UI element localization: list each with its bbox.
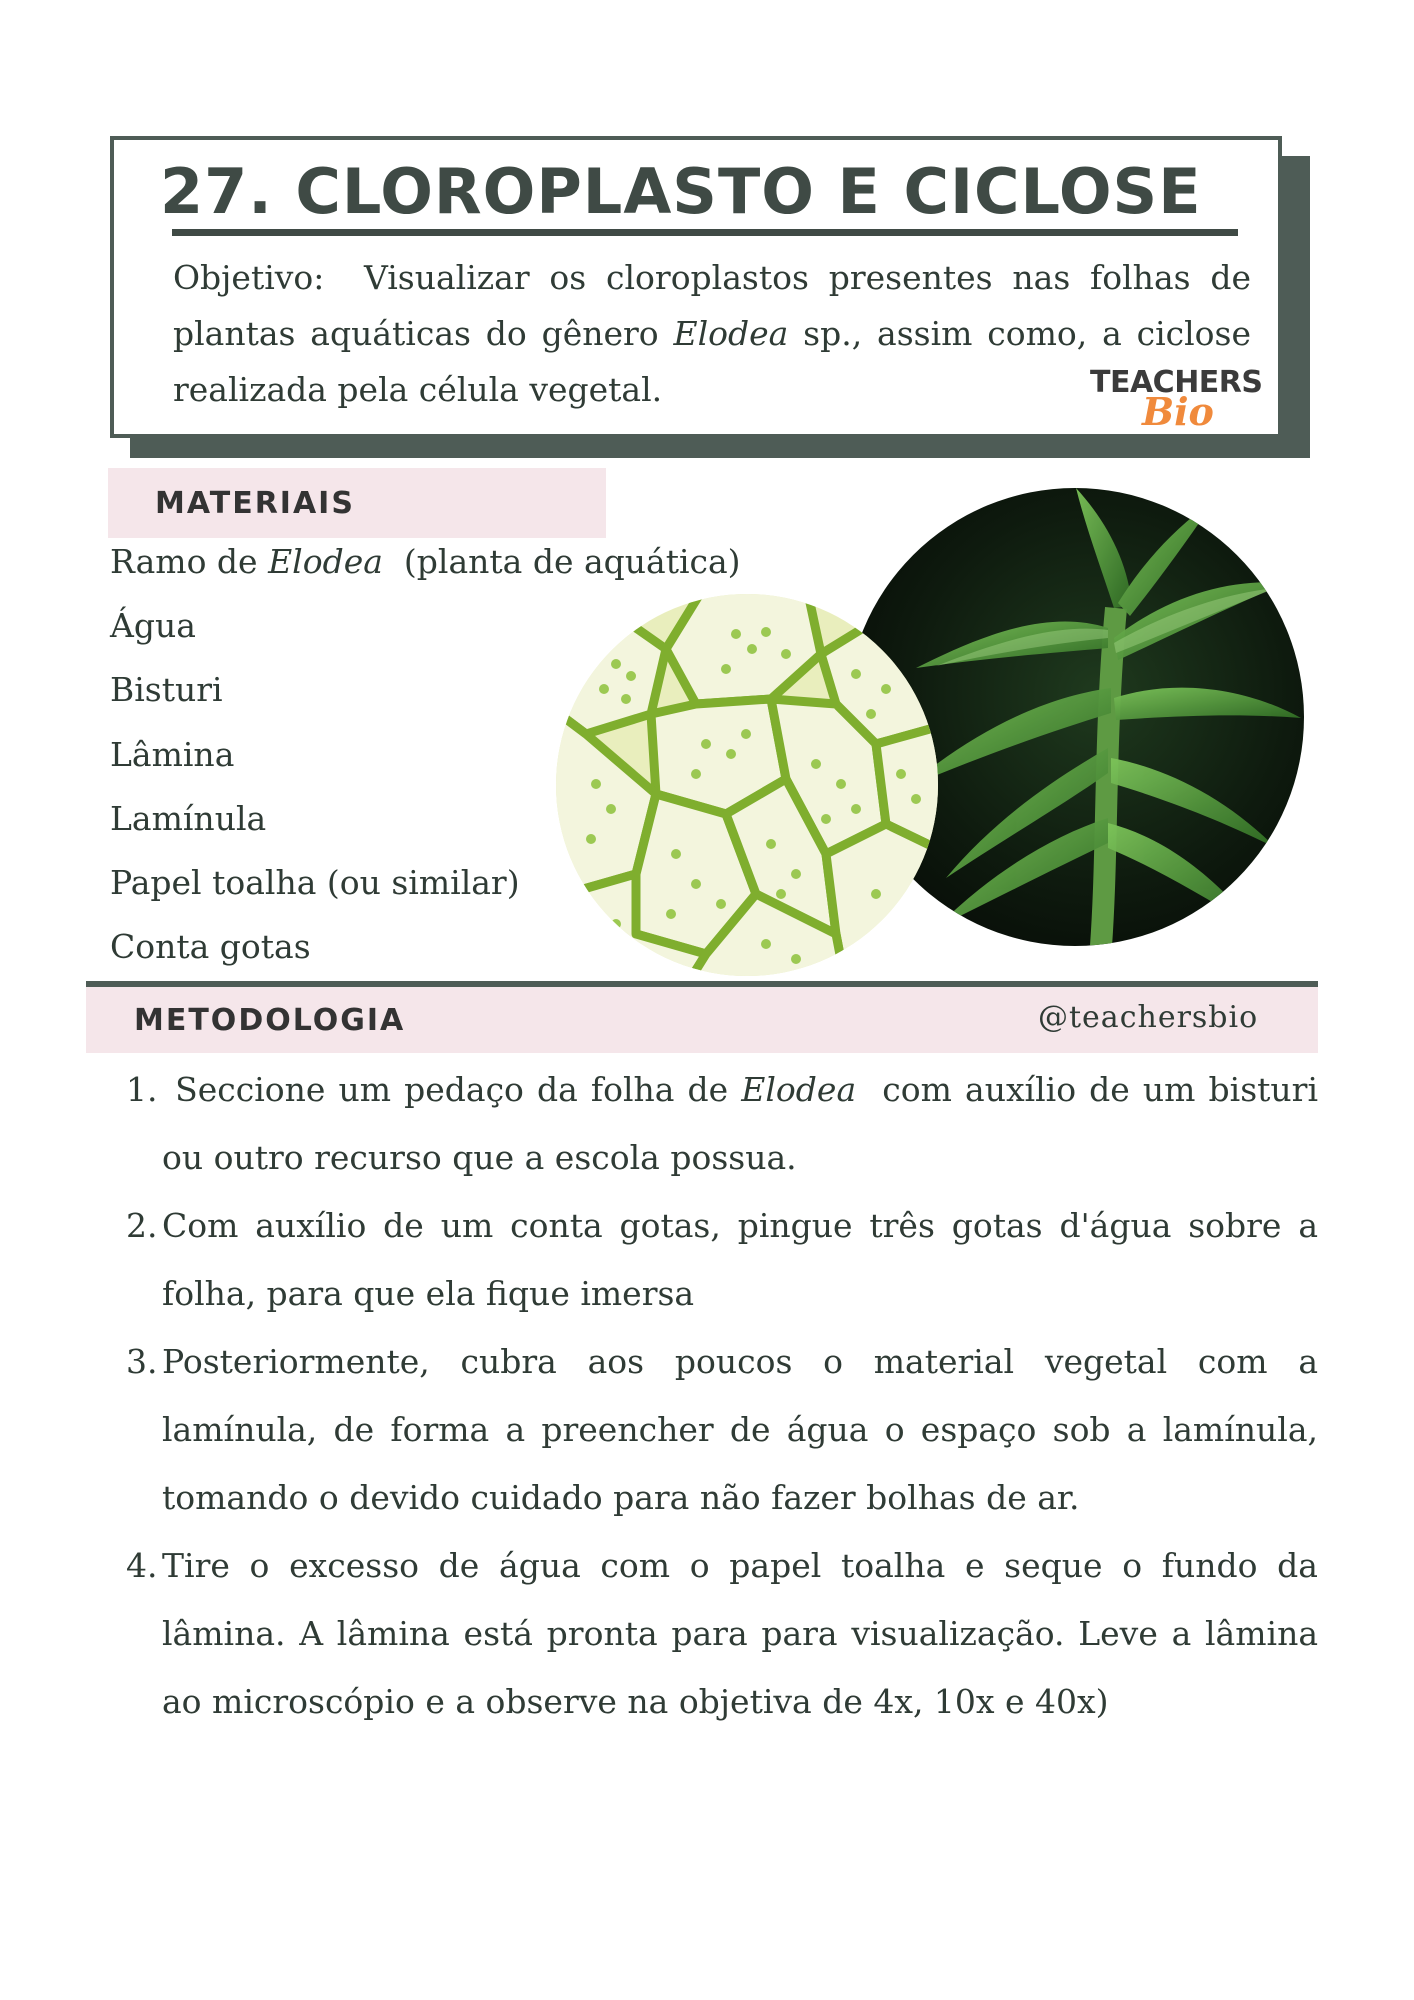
materials-item: Papel toalha (ou similar) — [110, 863, 520, 903]
material-prefix: Ramo de — [110, 542, 258, 581]
microscope-cells-image — [556, 594, 938, 976]
objective-text-end: sp., assim como, a ciclose realizada pela célula vegetal. — [173, 314, 1251, 409]
materials-item — [110, 530, 741, 594]
step-number: 3. — [126, 1342, 158, 1381]
step-text: Tire o excesso de água com o papel toalha e seque o fundo da lâmina. A lâmina está pronta para para visualização. Leve a lâmina ao microscópio e a observe na objetiva de 4x, 10x e 40x) — [162, 1546, 1318, 1721]
objective-genus: Elodea — [673, 314, 789, 353]
page-title: 27. CLOROPLASTO E CICLOSE — [160, 155, 1202, 228]
cells-illustration — [556, 594, 938, 976]
materials-heading: MATERIAIS — [155, 486, 355, 521]
objective-label: Objetivo: — [173, 258, 325, 297]
material-suffix: (planta de aquática) — [403, 542, 741, 581]
materials-item: Conta gotas — [110, 927, 311, 967]
step-number: 1. — [126, 1070, 158, 1109]
methodology-heading: METODOLOGIA — [134, 1003, 406, 1038]
title-underline — [172, 229, 1238, 236]
social-handle: @teachersbio — [1038, 1000, 1259, 1035]
step-text: Posteriormente, cubra aos poucos o material vegetal com a lamínula, de forma a preencher de água o espaço sob a lamínula, tomando o devido cuidado para não fazer bolhas de ar. — [162, 1342, 1318, 1517]
step-item — [126, 1192, 1318, 1328]
objective-text-start: Visualizar os cloroplastos presentes nas folhas de plantas aquáticas do gênero — [173, 258, 1252, 353]
logo-teachers-text: TEACHERS — [1090, 365, 1263, 400]
materials-item: Lâmina — [110, 734, 235, 774]
step-number: 2. — [126, 1206, 158, 1245]
step-text-end: com auxílio de um bisturi ou outro recurso que a escola possua. — [162, 1070, 1318, 1177]
material-genus: Elodea — [268, 542, 383, 581]
step-item — [126, 1532, 1318, 1736]
methodology-steps — [126, 1056, 1318, 1736]
step-item — [126, 1056, 1318, 1192]
step-number: 4. — [126, 1546, 158, 1585]
materials-item: Lamínula — [110, 798, 267, 838]
step-genus: Elodea — [741, 1070, 857, 1109]
materials-item: Bisturi — [110, 670, 223, 710]
materials-item: Água — [110, 606, 196, 646]
step-item — [126, 1328, 1318, 1532]
step-text — [162, 1056, 1318, 1192]
step-text-start: Seccione um pedaço da folha de — [175, 1070, 729, 1109]
teachers-bio-logo — [1090, 365, 1263, 435]
step-text: Com auxílio de um conta gotas, pingue três gotas d'água sobre a folha, para que ela fique imersa — [162, 1206, 1318, 1313]
logo-bio-text: Bio — [1142, 389, 1214, 434]
